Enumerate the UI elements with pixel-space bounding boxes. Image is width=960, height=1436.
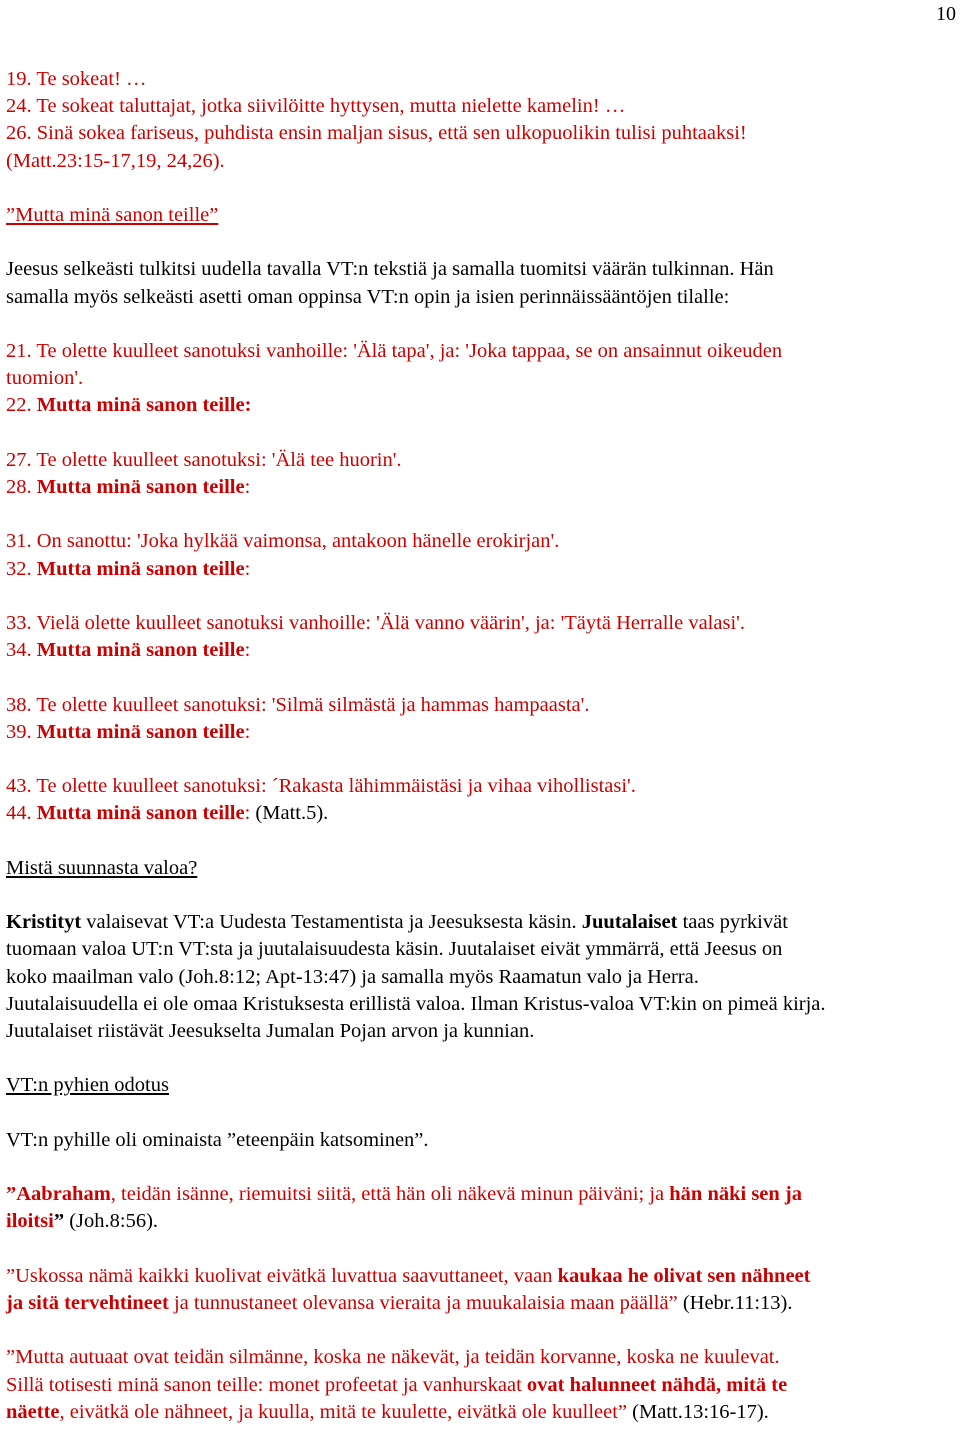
verse-line: 44. Mutta minä sanon teille: (Matt.5). (6, 802, 329, 825)
verse-line: 22. Mutta minä sanon teille: (6, 394, 252, 417)
heading-vt-pyhien-odotus: VT:n pyhien odotus (6, 1074, 169, 1097)
verse-line: 32. Mutta minä sanon teille: (6, 557, 251, 580)
paragraph-line: tuomaan valoa UT:n VT:sta ja juutalaisuudesta käsin. Juutalaiset eivät ymmärrä, että Jeesus on (6, 938, 783, 961)
page-number: 10 (936, 3, 956, 25)
verse-line: 39. Mutta minä sanon teille: (6, 720, 251, 743)
emphasis: Mutta minä sanon teille (36, 639, 245, 662)
verse-line: 31. On sanottu: 'Joka hylkää vaimonsa, antakoon hänelle erokirjan'. (6, 530, 560, 553)
quote-line: ”Aabraham, teidän isänne, riemuitsi siitä, että hän oli näkevä minun päiväni; ja hän näki sen ja (6, 1183, 803, 1206)
verse-line: 24. Te sokeat taluttajat, jotka siivilöitte hyttysen, mutta nielette kamelin! … (6, 95, 626, 118)
heading-mista-suunnasta: Mistä suunnasta valoa? (6, 856, 198, 879)
verse-line: 26. Sinä sokea fariseus, puhdista ensin maljan sisus, että sen ulkopuolikin tulisi puhtaaksi! (6, 122, 747, 145)
verse-reference: (Joh.8:56). (64, 1210, 159, 1233)
verse-line: 43. Te olette kuulleet sanotuksi: ´Rakasta lähimmäistäsi ja vihaa vihollistasi'. (6, 775, 636, 798)
quote-line: ”Mutta autuaat ovat teidän silmänne, koska ne näkevät, ja teidän korvanne, koska ne kuulevat. (6, 1346, 780, 1369)
verse-reference: (Matt.13:16-17). (627, 1400, 769, 1423)
emphasis: Mutta minä sanon teille (36, 557, 245, 580)
verse-reference: (Matt.23:15-17,19, 24,26). (6, 149, 225, 172)
paragraph-line: VT:n pyhille oli ominaista ”eteenpäin katsominen”. (6, 1128, 429, 1151)
verse-line: tuomion'. (6, 367, 84, 390)
verse-reference: (Hebr.11:13). (677, 1291, 793, 1314)
emphasis: Mutta minä sanon teille (36, 475, 245, 498)
emphasis: Mutta minä sanon teille (36, 394, 245, 417)
quote-line: ”Uskossa nämä kaikki kuolivat eivätkä luvattua saavuttaneet, vaan kaukaa he olivat sen nähneet (6, 1264, 811, 1287)
paragraph-line: Jeesus selkeästi tulkitsi uudella tavalla VT:n tekstiä ja samalla tuomitsi väärän tulkinnan. Hän (6, 258, 774, 281)
emphasis: Mutta minä sanon teille (36, 802, 245, 825)
verse-reference: (Matt.5). (250, 802, 329, 825)
verse-line: 38. Te olette kuulleet sanotuksi: 'Silmä silmästä ja hammas hampaasta'. (6, 693, 590, 716)
quote-line: ja sitä tervehtineet ja tunnustaneet olevansa vieraita ja muukalaisia maan päällä” (Hebr.11:13). (6, 1291, 793, 1314)
verse-line: 34. Mutta minä sanon teille: (6, 639, 251, 662)
quote-line: Sillä totisesti minä sanon teille: monet profeetat ja vanhurskaat ovat halunneet nähdä, mitä te (6, 1373, 788, 1396)
heading-mutta-mina: ”Mutta minä sanon teille” (6, 204, 219, 226)
verse-line: 33. Vielä olette kuulleet sanotuksi vanhoille: 'Älä vanno väärin', ja: 'Täytä Herralle valasi'. (6, 611, 745, 634)
quote-matt-23 (6, 66, 956, 175)
emphasis: Mutta minä sanon teille (36, 720, 245, 743)
document-body (6, 66, 956, 1426)
quote-line: iloitsi” (Joh.8:56). (6, 1210, 159, 1233)
verse-line: 27. Te olette kuulleet sanotuksi: 'Älä tee huorin'. (6, 448, 402, 471)
paragraph-line: Juutalaiset riistävät Jeesukselta Jumalan Pojan arvon ja kunnian. (6, 1019, 535, 1042)
paragraph-line: Juutalaisuudella ei ole omaa Kristuksesta erillistä valoa. Ilman Kristus-valoa VT:kin on pimeä kirja. (6, 992, 826, 1015)
paragraph-line: samalla myös selkeästi asetti oman oppinsa VT:n opin ja isien perinnäissääntöjen tilalle: (6, 285, 730, 308)
quote-line: näette, eivätkä ole nähneet, ja kuulla, mitä te kuulette, eivätkä ole kuulleet” (Matt.13:16-17). (6, 1400, 769, 1423)
verse-line: 19. Te sokeat! … (6, 68, 147, 90)
verse-line: 28. Mutta minä sanon teille: (6, 475, 251, 498)
paragraph-line: Kristityt valaisevat VT:a Uudesta Testamentista ja Jeesuksesta käsin. Juutalaiset taas pyrkivät (6, 911, 788, 934)
verse-line: 21. Te olette kuulleet sanotuksi vanhoille: 'Älä tapa', ja: 'Joka tappaa, se on ansainnut oikeuden (6, 339, 783, 362)
paragraph-line: koko maailman valo (Joh.8:12; Apt-13:47) ja samalla myös Raamatun valo ja Herra. (6, 965, 699, 988)
